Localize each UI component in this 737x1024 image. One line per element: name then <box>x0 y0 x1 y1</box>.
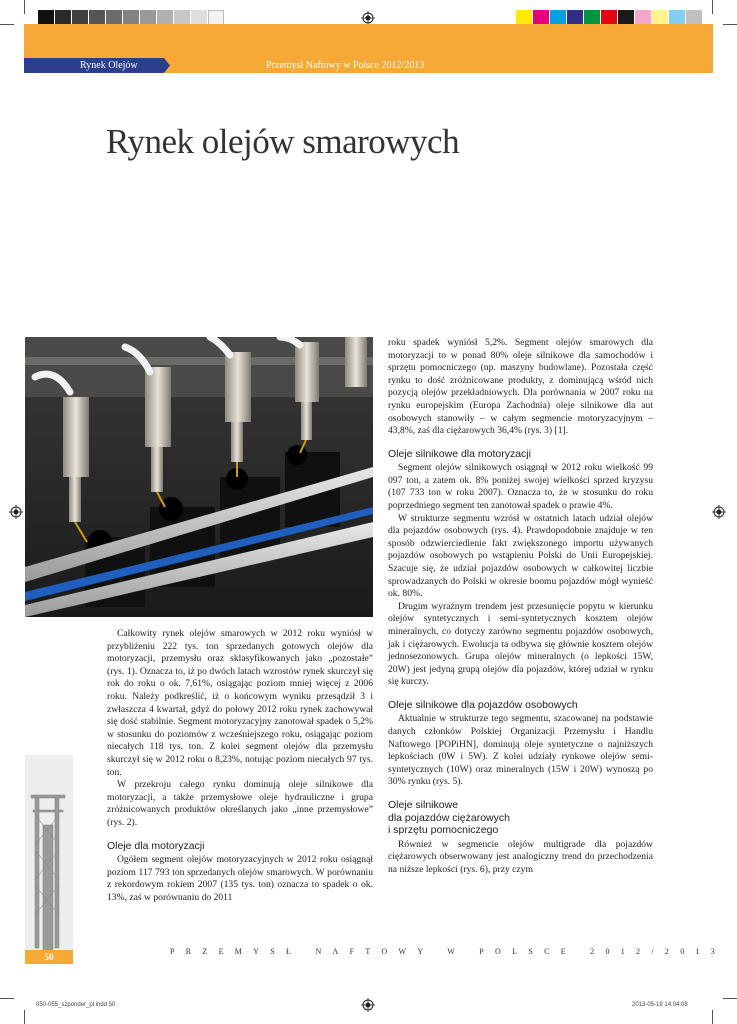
registration-mark-icon <box>361 998 375 1012</box>
footer-title: PRZEMYSŁ NAFTOWY W POLSCE 2012/2013 <box>170 947 727 956</box>
paragraph: W przekroju całego rynku dominują oleje silnikowe dla motoryzacji, a także przemysłowe oleje hydrauliczne i grupa zróżnicowanych produktów określanych jako „inne przemysłowe” (rys. 2). <box>107 779 373 828</box>
header-band <box>24 24 713 58</box>
section-heading <box>388 799 653 837</box>
section-heading: Oleje silnikowe dla motoryzacji <box>388 447 531 460</box>
heading-line: dla pojazdów ciężarowych <box>388 811 510 824</box>
slug-filename: 050-055_szponder_pl.indd 50 <box>36 1002 116 1008</box>
section-heading: Oleje silnikowe dla pojazdów osobowych <box>388 698 578 711</box>
crop-mark-icon <box>723 24 737 25</box>
paragraph: Ogółem segment olejów motoryzacyjnych w 2012 roku osiągnął poziom 117 793 ton sprzedanych olejów smarowych. W porównaniu z rekordowym rokiem 2007 (135 tys. ton) oznacza to spadek o ok. 13%, zaś w porównaniu do 2011 <box>107 854 373 903</box>
section-label: Rynek Olejów <box>80 60 138 71</box>
article-photo <box>25 337 373 617</box>
registration-mark-icon <box>712 505 726 519</box>
side-strip-image <box>25 755 73 955</box>
paragraph: W strukturze segmentu wzrósł w ostatnich latach udział olejów dla pojazdów osobowych (rys. 4). Prawdopodobnie znajduje w ten sposób odzwierciedlenie fakt zwiększonego importu używanych pojazdów osobowych po wstąpieniu Polski do Unii Europejskiej. Szacuje się, że udział pojazdów osobowych w całkowitej liczbie sprowadzanych do Polski w okresie boomu pojazdów mógł wynieść ok. 80%. <box>388 512 653 600</box>
paragraph: roku spadek wyniósł 5,2%. Segment olejów smarowych dla motoryzacji to w ponad 80% oleje silnikowe dla samochodów i sprzętu pomocniczego (np. maszyny budowlane). Pozostała część rynku to dość zróżnicowane produkty, z dominującą wśród nich pozycją olejów przekładniowych. Dla porównania w 2007 roku na rynku europejskim (Europa Zachodnia) oleje silnikowe dla aut osobowych stanowiły – w całym segmencie motoryzacyjnym – 43,8%, zaś dla ciężarowych 36,4% (rys. 3) [1]. <box>388 337 653 437</box>
crop-mark-icon <box>0 24 14 25</box>
page-number: 50 <box>44 952 54 962</box>
page-title: Rynek olejów smarowych <box>106 122 460 161</box>
left-column <box>107 628 373 904</box>
crop-mark-icon <box>24 0 25 14</box>
tab-divider-icon <box>160 58 170 73</box>
crop-mark-icon <box>0 998 14 999</box>
registration-mark-icon <box>361 11 375 25</box>
crop-mark-icon <box>723 998 737 999</box>
paragraph: Segment olejów silnikowych osiągnął w 2012 roku wielkość 99 097 ton, a zatem ok. 8% poniżej swojej wielkości sprzed kryzysu (107 733 ton w roku 2007). Oznacza to, że w stosunku do roku poprzedniego segment ten zanotował spadek o prawie 4%. <box>388 462 653 512</box>
paragraph: Aktualnie w strukturze tego segmentu, szacowanej na podstawie danych członków Polskiej Organizacji Przemysłu i Handlu Naftowego [POPiHN], dominują oleje syntetyczne o najniższych lepkościach (0W i 5W). Z kolei udziały rynkowe olejów semi-syntetycznych (10W) oraz mineralnych (15W i 20W) wynoszą po 30% rynku (rys. 5). <box>388 713 653 788</box>
heading-line: Oleje silnikowe <box>388 799 459 811</box>
paragraph: Całkowity rynek olejów smarowych w 2012 roku wyniósł w przybliżeniu 222 tys. ton sprzedanych gotowych olejów dla motoryzacji, przemysłu oraz sklasyfikowanych jako „pozostałe” (rys. 1). Oznacza to, iż po dwóch latach wzrostów rynek skurczył się rok do roku o ok. 7,61%, osiągając poziom mniej więcej z 2006 roku. Należy podkreślić, iż o końcowym wyniku przesądził 3 i zwłaszcza 4 kwartał, gdyż do połowy 2012 roku rynek zachowywał się dość stabilnie. Segment motoryzacyjny zanotował spadek o 5,2% w stosunku do poziomów z wcześniejszego roku, osiągając poziom niecałych 118 tys. ton. Z kolei segment olejów dla przemysłu skurczył się w 2012 roku o 8,23%, notując poziom niecałych 97 tys. ton. <box>107 628 373 778</box>
paragraph: Również w segmencie olejów multigrade dla pojazdów ciężarowych obserwowany jest analogiczny trend do przechodzenia na niższe lepkości (rys. 6), przy czym <box>388 838 653 875</box>
paragraph: Drugim wyraźnym trendem jest przesunięcie popytu w kierunku olejów syntetycznych i semi-syntetycznych kosztem olejów mineralnych, co dotyczy zarówno segmentu pojazdów osobowych, jak i ciężarowych. Ewolucja ta odbywa się głównie kosztem olejów jednosezonowych. Grupa olejów mineralnych (o lepkości 15W, 20W) jest jedyną grupą olejów dla pojazdów, której udział w rynku się kurczy. <box>388 600 653 688</box>
slug-date: 2013-05-19 14:04:08 <box>632 1002 688 1008</box>
crop-mark-icon <box>24 1010 25 1024</box>
heading-line: i sprzętu pomocniczego <box>388 824 499 836</box>
crop-mark-icon <box>712 1010 713 1024</box>
right-column <box>388 337 653 876</box>
registration-mark-icon <box>9 505 23 519</box>
crop-mark-icon <box>712 0 713 14</box>
running-title: Przemysł Naftowy w Polsce 2012/2013 <box>266 60 425 71</box>
section-heading: Oleje dla motoryzacji <box>107 839 205 852</box>
